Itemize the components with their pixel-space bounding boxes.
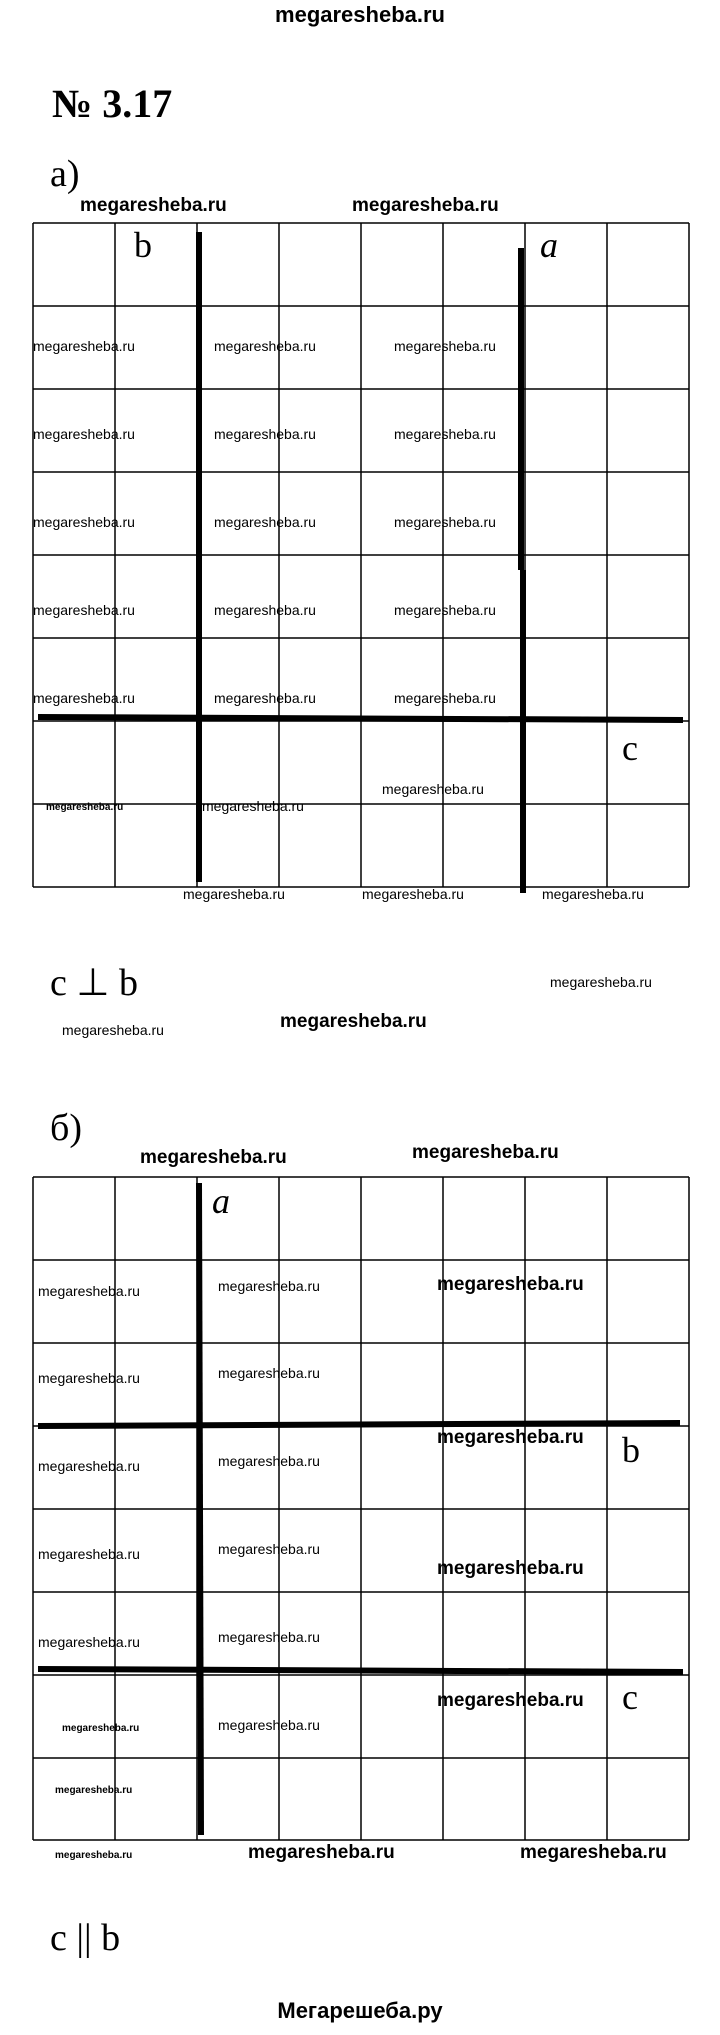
- watermark: megaresheba.ru: [38, 1370, 140, 1386]
- watermark: megaresheba.ru: [352, 195, 499, 216]
- watermark: megaresheba.ru: [437, 1427, 584, 1448]
- watermark: megaresheba.ru: [550, 974, 652, 990]
- relation-b: c || b: [50, 1917, 121, 1959]
- watermark: megaresheba.ru: [412, 1142, 559, 1163]
- watermark: megaresheba.ru: [33, 426, 135, 442]
- line-c: [38, 1669, 683, 1672]
- watermark: megaresheba.ru: [214, 426, 316, 442]
- watermark: megaresheba.ru: [214, 338, 316, 354]
- label-a: a: [540, 225, 558, 265]
- watermark: megaresheba.ru: [437, 1558, 584, 1579]
- label-a: a: [212, 1181, 230, 1221]
- watermark: megaresheba.ru: [394, 602, 496, 618]
- part-a-label: а): [50, 153, 80, 195]
- watermark: megaresheba.ru: [520, 1842, 667, 1863]
- line-b: [38, 1423, 680, 1426]
- watermark: megaresheba.ru: [140, 1147, 287, 1168]
- watermark: megaresheba.ru: [80, 195, 227, 216]
- watermark: megaresheba.ru: [38, 1634, 140, 1650]
- watermark: megaresheba.ru: [38, 1546, 140, 1562]
- watermark: megaresheba.ru: [437, 1274, 584, 1295]
- watermark: megaresheba.ru: [33, 690, 135, 706]
- problem-number: № 3.17: [52, 81, 173, 126]
- watermark: megaresheba.ru: [248, 1842, 395, 1863]
- watermark: megaresheba.ru: [437, 1690, 584, 1711]
- watermark: megaresheba.ru: [218, 1453, 320, 1469]
- watermark: megaresheba.ru: [382, 781, 484, 797]
- watermark: megaresheba.ru: [218, 1629, 320, 1645]
- watermark: megaresheba.ru: [218, 1365, 320, 1381]
- watermark: megaresheba.ru: [542, 886, 644, 902]
- watermark: megaresheba.ru: [214, 602, 316, 618]
- line-a: [199, 1183, 201, 1835]
- watermark: megaresheba.ru: [214, 690, 316, 706]
- label-b: b: [134, 225, 152, 265]
- watermark: megaresheba.ru: [394, 514, 496, 530]
- watermark: megaresheba.ru: [33, 514, 135, 530]
- watermark: megaresheba.ru: [183, 886, 285, 902]
- watermark: megaresheba.ru: [202, 798, 304, 814]
- watermark: megaresheba.ru: [280, 1011, 427, 1032]
- watermark: megaresheba.ru: [55, 1785, 133, 1796]
- watermark: megaresheba.ru: [62, 1022, 164, 1038]
- watermark: megaresheba.ru: [33, 602, 135, 618]
- watermark: megaresheba.ru: [214, 514, 316, 530]
- line-c: [38, 717, 683, 720]
- watermark: megaresheba.ru: [218, 1278, 320, 1294]
- watermark: megaresheba.ru: [46, 802, 124, 813]
- watermark: megaresheba.ru: [394, 690, 496, 706]
- watermark: megaresheba.ru: [33, 338, 135, 354]
- watermark: megaresheba.ru: [394, 338, 496, 354]
- watermark: megaresheba.ru: [38, 1458, 140, 1474]
- watermark: megaresheba.ru: [62, 1723, 140, 1734]
- label-c: c: [622, 1677, 638, 1717]
- part-b-label: б): [50, 1107, 82, 1149]
- watermark: megaresheba.ru: [218, 1717, 320, 1733]
- watermark: megaresheba.ru: [394, 426, 496, 442]
- label-b: b: [622, 1430, 640, 1470]
- label-c: c: [622, 728, 638, 768]
- watermark: megaresheba.ru: [55, 1850, 133, 1861]
- relation-a: c ⊥ b: [50, 962, 138, 1004]
- site-footer[interactable]: Мегарешеба.ру: [277, 1998, 443, 2023]
- site-header[interactable]: megaresheba.ru: [275, 2, 445, 27]
- watermark: megaresheba.ru: [362, 886, 464, 902]
- grid-b: [0, 1165, 720, 1865]
- watermark: megaresheba.ru: [218, 1541, 320, 1557]
- grid-a: [0, 210, 720, 950]
- watermark: megaresheba.ru: [38, 1283, 140, 1299]
